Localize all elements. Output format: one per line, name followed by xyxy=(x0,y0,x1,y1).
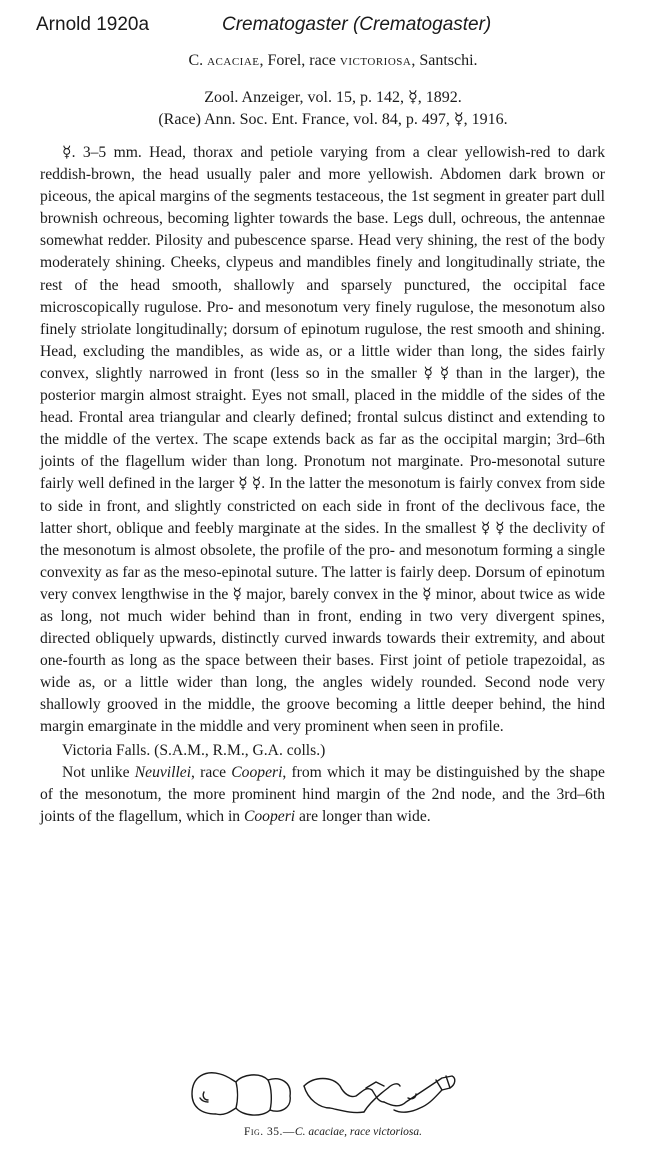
reference-line: (Race) Ann. Soc. Ent. France, vol. 84, p. 497, ☿, 1916. xyxy=(158,111,508,128)
page-header xyxy=(36,14,636,44)
title-race-author: , Santschi. xyxy=(411,52,478,69)
locality-line: Victoria Falls. (S.A.M., R.M., G.A. colls.) xyxy=(62,741,326,759)
citation-label: Arnold 1920a xyxy=(36,14,150,35)
note-text: , race xyxy=(191,763,232,781)
note-text: are longer than wide. xyxy=(295,807,431,825)
figure-label: Fig. 35.— xyxy=(243,1126,295,1138)
comparison-note xyxy=(40,762,605,828)
title-author: , Forel, race xyxy=(259,52,336,69)
ant-figure-illustration xyxy=(180,1052,480,1132)
title-species: acaciae xyxy=(207,52,260,69)
note-race: Cooperi xyxy=(231,763,283,781)
title-race: victoriosa xyxy=(339,52,412,69)
taxon-label: Crematogaster (Crematogaster) xyxy=(222,14,492,35)
note-species: Neuvillei xyxy=(134,763,192,781)
note-text: , from which it may be distinguished by the shape of the mesonotum, the more prominent hind margin of the 2nd node, and the 3rd–6th joints of the flagellum, which in xyxy=(40,763,605,825)
note-race: Cooperi xyxy=(243,807,296,825)
figure-caption xyxy=(0,1126,666,1138)
note-text: Not unlike xyxy=(62,763,135,781)
profile-view-drawing xyxy=(304,1076,455,1113)
dorsal-view-drawing xyxy=(192,1073,290,1115)
species-title xyxy=(0,52,666,70)
reference-line: Zool. Anzeiger, vol. 15, p. 142, ☿, 1892. xyxy=(204,89,462,106)
description-body xyxy=(40,142,605,828)
title-genus: C. xyxy=(188,52,204,69)
figure-name: C. acaciae, race victoriosa. xyxy=(294,1126,423,1138)
worker-description: ☿. 3–5 mm. Head, thorax and petiole varying from a clear yellowish-red to dark reddish-brown, the head usually paler and more yellowish. Abdomen dark brown or piceous, the apical margins of the segments testaceous, the 1st segment in greater part dull brownish ochreous, becoming lighter towards the base. Legs dull, ochreous, the antennae somewhat redder. Pilosity and pubescence sparse. Head very shining, the rest of the body moderately shining. Cheeks, clypeus and mandibles finely and longitudinally striate, the rest of the head smooth, shallowly and sparsely punctured, the occipital face microscopically rugulose. Pro- and mesonotum very finely rugulose, the mesonotum also finely striolate longitudinally; dorsum of epinotum rugulose, the rest smooth and shining. Head, excluding the mandibles, as wide as, or a little wider than long, the sides fairly convex, slightly narrowed in front (less so in the smaller ☿ ☿ than in the larger), the posterior margin almost straight. Eyes not small, placed in the middle of the sides of the head. Frontal area triangular and clearly defined; frontal sulcus distinct and extending to the middle of the vertex. The scape extends back as far as the occipital margin; 3rd–6th joints of the flagellum wider than long. Pronotum not marginate. Pro-mesonotal suture fairly well defined in the larger ☿ ☿. In the latter the mesonotum is fairly convex from side to side in front, and slightly constricted on each side in front of the declivous face, the latter short, oblique and feebly marginate at the sides. In the smallest ☿ ☿ the declivity of the mesonotum is almost obsolete, the profile of the pro- and mesonotum forming a single convexity as far as the meso-epinotal suture. The latter is fairly deep. Dorsum of epinotum very convex lengthwise in the ☿ major, barely convex in the ☿ minor, about twice as wide as long, not much wider behind than in front, ending in two very divergent spines, directed obliquely upwards, distinctly curved inwards towards their extremity, and about one-fourth as long as the space between their bases. First joint of petiole trapezoidal, as wide as, or a little wider than long, the angles widely rounded. Second node very shallowly grooved in the middle, the groove becoming a little deeper behind, the hind margin emarginate in the middle and very prominent when seen in profile. xyxy=(40,144,605,736)
